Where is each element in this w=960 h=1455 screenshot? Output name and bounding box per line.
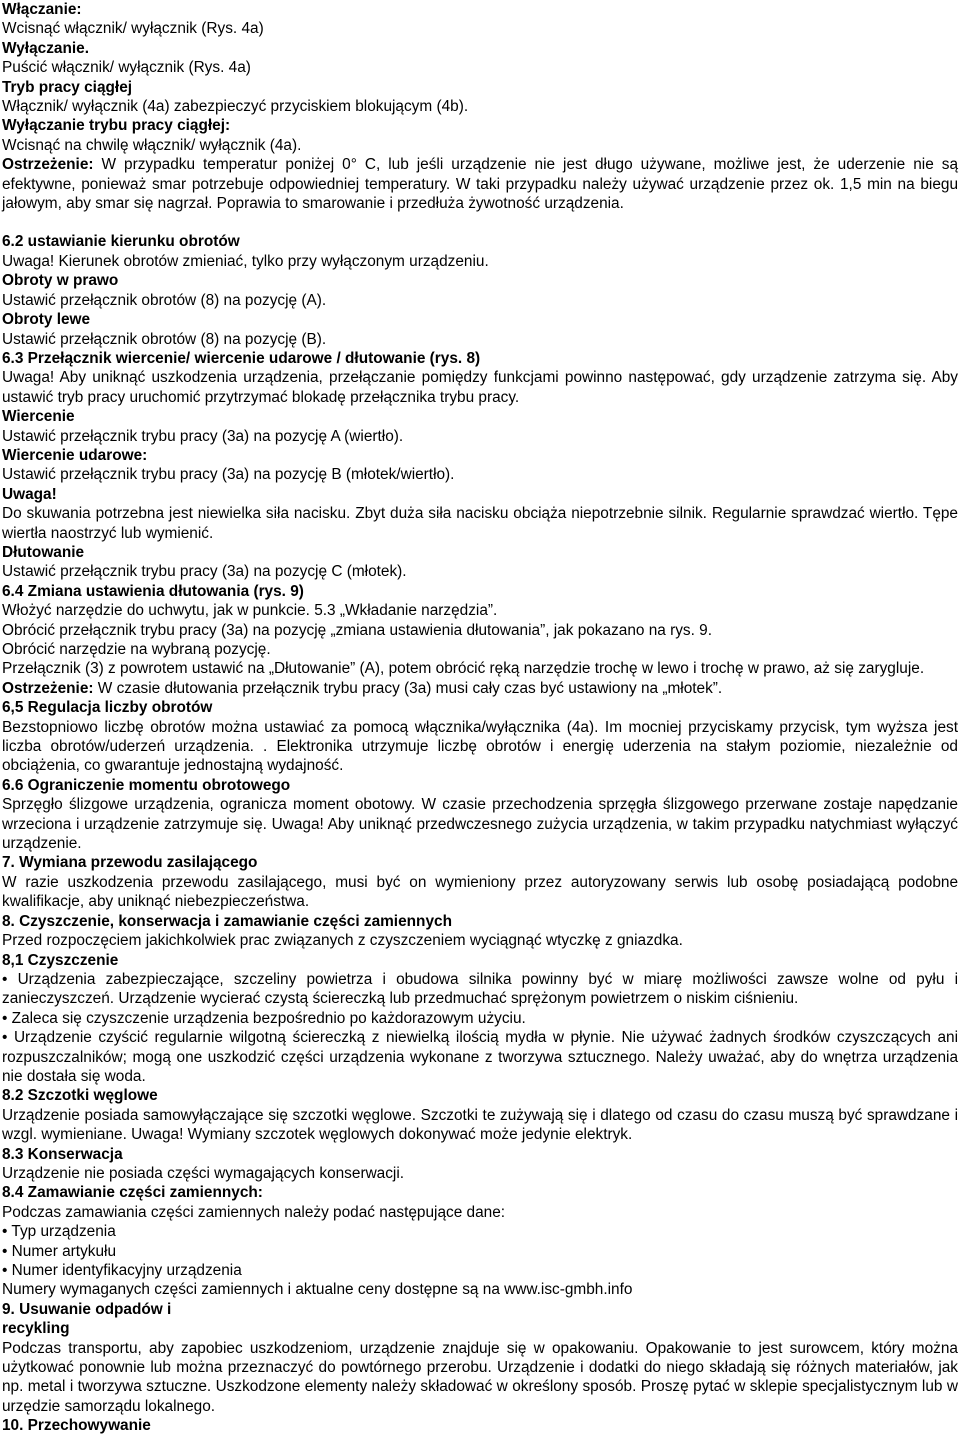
paragraph: [2, 1242, 958, 1261]
paragraph: [2, 1339, 958, 1417]
paragraph: [2, 465, 958, 484]
text-run: Urządzenie nie posiada części wymagających konserwacji.: [2, 1164, 405, 1182]
bold-text: 6.6 Ograniczenie momentu obrotowego: [2, 776, 291, 794]
paragraph: [2, 0, 958, 19]
paragraph: [2, 1164, 958, 1183]
bold-text: 8. Czyszczenie, konserwacja i zamawianie części zamiennych: [2, 912, 452, 930]
paragraph: [2, 116, 958, 135]
text-run: • Urządzenie czyścić regularnie wilgotną ściereczką z niewielką ilością mydła w płynie. Nie używać żadnych środków czyszczących ani rozpuszczalników; mogą one uszkodzić części urządzenia wykonane z tworzywa sztucznego. Należy uważać, aby do wnętrza urządzenia nie dostała się woda.: [2, 1029, 958, 1085]
bold-text: Tryb pracy ciągłej: [2, 78, 133, 96]
paragraph: [2, 795, 958, 853]
bold-text: Obroty lewe: [2, 311, 91, 329]
bold-text: 8,1 Czyszczenie: [2, 951, 119, 969]
paragraph: [2, 543, 958, 562]
bold-text: Wyłączanie.: [2, 39, 89, 57]
text-run: Obrócić przełącznik trybu pracy (3a) na pozycję „zmiana ustawienia dłutowania”, jak pokazano na rys. 9.: [2, 621, 713, 639]
paragraph: [2, 1106, 958, 1145]
paragraph: [2, 1009, 958, 1028]
paragraph: [2, 271, 958, 290]
paragraph: [2, 659, 958, 678]
text-run: Bezstopniowo liczbę obrotów można ustawiać za pomocą włącznika/wyłącznika (4a). Im mocniej przyciskamy przycisk, tym wyższa jest liczba obrotów/uderzeń urządzenia. . Elektronika utrzymuje liczbę obrotów i energię uderzenia na stałym poziomie, niezależnie od obciążenia, co gwarantuje jednostajną wydajność.: [2, 718, 958, 775]
bold-text: Uwaga!: [2, 485, 57, 503]
text-run: Włącznik/ wyłącznik (4a) zabezpieczyć przyciskiem blokującym (4b).: [2, 98, 469, 116]
paragraph: [2, 368, 958, 407]
paragraph: [2, 853, 958, 872]
bold-text: 6.2 ustawianie kierunku obrotów: [2, 233, 240, 251]
text-run: Ustawić przełącznik trybu pracy (3a) na pozycję C (młotek).: [2, 563, 407, 581]
paragraph: [2, 1028, 958, 1086]
bold-text: 8.4 Zamawianie części zamiennych:: [2, 1184, 263, 1202]
bold-text: Włączanie:: [2, 1, 82, 18]
paragraph: [2, 330, 958, 349]
paragraph: [2, 485, 958, 504]
bold-text: Wyłączanie trybu pracy ciągłej:: [2, 117, 231, 135]
text-run: • Numer identyfikacyjny urządzenia: [2, 1262, 242, 1279]
paragraph: [2, 582, 958, 601]
paragraph: [2, 718, 958, 776]
paragraph: [2, 1086, 958, 1105]
bold-text: 8.3 Konserwacja: [2, 1145, 123, 1163]
paragraph: [2, 931, 958, 950]
paragraph: [2, 970, 958, 1009]
paragraph: [2, 951, 958, 970]
text-run: Podczas transportu, aby zapobiec uszkodzeniom, urządzenie znajduje się w opakowaniu. Opakowanie to jest surowcem, który można użytkować ponownie lub można przeznaczyć do powtórnego przerobu. Urządzenie i dodatki do niego składają się różnych materiałów, jak np. metal i tworzywa sztuczne. Uszkodzone elementy należy składować w określony sposób. Proszę pytać w sklepie specjalistycznym lub w urzędzie samorządu lokalnego.: [2, 1339, 958, 1415]
paragraph: [2, 349, 958, 368]
text-run: • Numer artykułu: [2, 1242, 117, 1260]
text-run: Wcisnąć na chwilę włącznik/ wyłącznik (4a).: [2, 136, 302, 154]
paragraph: [2, 1300, 958, 1319]
paragraph: [2, 640, 958, 659]
paragraph: [2, 1416, 958, 1435]
paragraph: [2, 698, 958, 717]
paragraph: [2, 78, 958, 97]
text-run: Obrócić narzędzie na wybraną pozycję.: [2, 641, 271, 658]
bold-text: 7. Wymiana przewodu zasilającego: [2, 854, 258, 872]
bold-text: Ostrzeżenie:: [2, 679, 94, 697]
text-run: Urządzenie posiada samowyłączające się szczotki węglowe. Szczotki te zużywają się i dlatego od czasu do czasu muszą być sprawdzane i wzgl. wymieniane. Uwaga! Wymiany szczotek węglowych dokonywać może jedynie elektryk.: [2, 1106, 958, 1144]
bold-text: Wiercenie udarowe:: [2, 446, 148, 464]
text-run: Przełącznik (3) z powrotem ustawić na „Dłutowanie” (A), potem obrócić ręką narzędzie trochę w lewo i trochę w prawo, aż się zarygluje.: [2, 660, 925, 678]
paragraph: [2, 1261, 958, 1280]
text-run: Uwaga! Aby uniknąć uszkodzenia urządzenia, przełączanie pomiędzy funkcjami powinno następować, gdy urządzenie zatrzyma się. Aby ustawić tryb pracy uruchomić przytrzymać blokadę przełącznika trybu pracy.: [2, 369, 958, 406]
bold-text: Obroty w prawo: [2, 272, 119, 290]
paragraph: [2, 427, 958, 446]
text-run: Uwaga! Kierunek obrotów zmieniać, tylko przy wyłączonym urządzeniu.: [2, 252, 489, 270]
text-run: Ustawić przełącznik obrotów (8) na pozycję (B).: [2, 330, 327, 348]
paragraph: [2, 601, 958, 620]
text-run: W razie uszkodzenia przewodu zasilającego, musi być on wymieniony przez autoryzowany serwis lub osobę posiadającą podobne kwalifikacje, aby uniknąć niebezpieczeństwa.: [2, 873, 958, 911]
paragraph: [2, 504, 958, 543]
paragraph: [2, 407, 958, 426]
bold-text: 6.4 Zmiana ustawienia dłutowania (rys. 9): [2, 582, 304, 600]
bold-text: recykling: [2, 1320, 70, 1338]
text-run: Włożyć narzędzie do uchwytu, jak w punkcie. 5.3 „Wkładanie narzędzia”.: [2, 602, 498, 620]
bold-text: 6,5 Regulacja liczby obrotów: [2, 699, 213, 717]
text-run: Ustawić przełącznik obrotów (8) na pozycję (A).: [2, 291, 327, 309]
bold-text: Wiercenie: [2, 408, 75, 426]
text-run: W czasie dłutowania przełącznik trybu pracy (3a) musi cały czas być ustawiony na „młotek”.: [93, 679, 723, 697]
paragraph: [2, 1319, 958, 1338]
paragraph: [2, 97, 958, 116]
bold-text: Ostrzeżenie:: [2, 156, 94, 174]
paragraph: [2, 58, 958, 77]
text-run: Do skuwania potrzebna jest niewielka siła nacisku. Zbyt duża siła nacisku obciąża niepotrzebnie silnik. Regularnie sprawdzać wiertło. Tępe wiertła naostrzyć lub wymienić.: [2, 505, 958, 542]
bold-text: 8.2 Szczotki węglowe: [2, 1087, 158, 1105]
text-run: Sprzęgło ślizgowe urządzenia, ogranicza moment obotowy. W czasie przechodzenia sprzęgła ślizgowego przerwane zostaje napędzanie wrzeciona i urządzenie zatrzymuje się. Uwaga! Aby uniknąć przedwczesnego zużycia urządzenia, w takim przypadku natychmiast wyłączyć urządzenie.: [2, 796, 958, 853]
text-run: • Urządzenia zabezpieczające, szczeliny powietrza i obudowa silnika powinny być w miarę możliwości zawsze wolne od pyłu i zanieczyszczeń. Urządzenie wycierać czystą ściereczką lub przedmuchać sprężonym powietrzem o niskim ciśnieniu.: [2, 970, 958, 1008]
paragraph: [2, 291, 958, 310]
text-run: Ustawić przełącznik trybu pracy (3a) na pozycję A (wiertło).: [2, 427, 404, 445]
text-run: Podczas zamawiania części zamiennych należy podać następujące dane:: [2, 1203, 506, 1221]
text-run: Puścić włącznik/ wyłącznik (Rys. 4a): [2, 59, 251, 77]
paragraph: [2, 136, 958, 155]
paragraph: [2, 1183, 958, 1202]
text-run: W przypadku temperatur poniżej 0° C, lub jeśli urządzenie nie jest długo używane, możliwe jest, że uderzenie nie są efektywne, ponieważ smar potrzebuje odpowiedniej temperatury. W taki przypadku należy używać urządzenie przez ok. 1,5 min na biegu jałowym, aby smar się nagrzał. Poprawia to smarowanie i przedłuża żywotność urządzenia.: [2, 156, 958, 213]
paragraph: [2, 39, 958, 58]
text-run: Ustawić przełącznik trybu pracy (3a) na pozycję B (młotek/wiertło).: [2, 466, 455, 484]
bold-text: 6.3 Przełącznik wiercenie/ wiercenie udarowe / dłutowanie (rys. 8): [2, 349, 481, 367]
paragraph: [2, 1280, 958, 1299]
paragraph: [2, 1222, 958, 1241]
paragraph: [2, 1145, 958, 1164]
paragraph: [2, 621, 958, 640]
paragraph: [2, 310, 958, 329]
text-run: Numery wymaganych części zamiennych i aktualne ceny dostępne są na www.isc-gmbh.info: [2, 1281, 633, 1299]
bold-text: 9. Usuwanie odpadów i: [2, 1300, 172, 1318]
text-run: • Typ urządzenia: [2, 1223, 116, 1241]
bold-text: Dłutowanie: [2, 543, 85, 561]
paragraph: [2, 1203, 958, 1222]
bold-text: 10. Przechowywanie: [2, 1417, 151, 1435]
paragraph: [2, 912, 958, 931]
paragraph: [2, 776, 958, 795]
paragraph: [2, 873, 958, 912]
paragraph: [2, 252, 958, 271]
paragraph: [2, 232, 958, 251]
text-run: Wcisnąć włącznik/ wyłącznik (Rys. 4a): [2, 20, 264, 38]
text-run: • Zaleca się czyszczenie urządzenia bezpośrednio po każdorazowym użyciu.: [2, 1009, 526, 1027]
paragraph: [2, 562, 958, 581]
paragraph: [2, 679, 958, 698]
paragraph: [2, 19, 958, 38]
spacer: [2, 213, 958, 232]
text-run: Przed rozpoczęciem jakichkolwiek prac związanych z czyszczeniem wyciągnąć wtyczkę z gniazdka.: [2, 932, 683, 950]
paragraph: [2, 155, 958, 213]
paragraph: [2, 446, 958, 465]
